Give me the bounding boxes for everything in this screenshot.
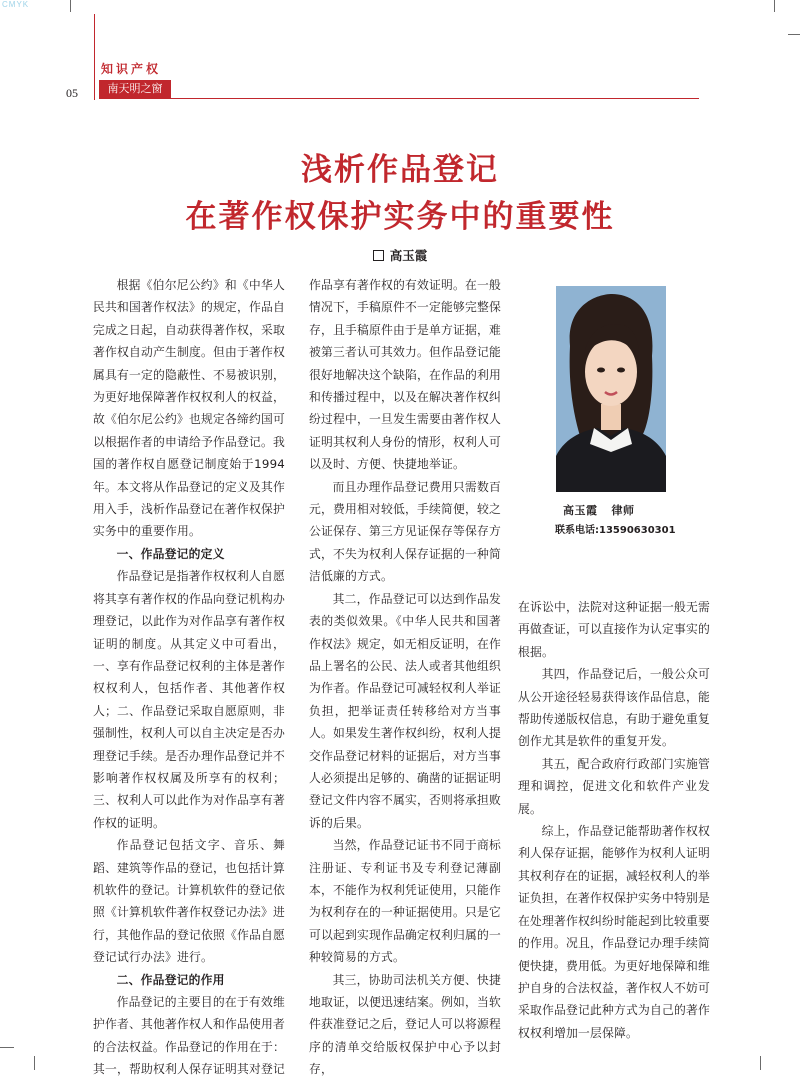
body-paragraph: 其二，作品登记可以达到作品发表的类似效果。《中华人民共和国著作权法》规定，如无相反证明，在作品上署名的公民、法人或者其他组织为作者。作品登记可减轻权利人举证负担，把举证责任转移给对方当事人。如果发生著作权纠纷，权利人提交作品登记材料的证据后，对方当事人必须提出足够的、确凿的证据证明登记文件内容不属实，否则将承担败诉的后果。 [309,591,501,830]
author-name: 高玉霞 [389,248,428,263]
body-paragraph: 其一，帮助权利人保存证明其对登记 [93,1062,285,1077]
article-column-2 [309,274,501,1081]
body-paragraph: 作品登记是指著作权权利人自愿将其享有著作权的作品向登记机构办理登记，以此作为对作品享有著作权证明的制度。从其定义中可看出，一、享有作品登记权利的主体是著作权权利人，包括作者、其他著作权人；二、作品登记采取自愿原则，非强制性，权利人可以自主决定是否办理登记手续。是否办理作品登记并不影响著作权权属及所享有的权利；三、权利人可以此作为对作品享有著作权的证明。 [93,569,285,830]
article-column-3 [518,596,710,1044]
square-bullet-icon [373,250,384,261]
crop-mark-right-top [788,34,800,35]
body-paragraph: 作品登记的主要目的在于有效维护作者、其他著作权人和作品使用者的合法权益。作品登记的作用在于： [93,995,285,1054]
author-byline [0,246,800,264]
section-heading: 二、作品登记的作用 [116,972,225,987]
body-paragraph: 当然，作品登记证书不同于商标注册证、专利证书及专利登记薄副本，不能作为权利凭证使用，只能作为权利存在的一种证据使用。只是它可以起到实现作品确定权利归属的一种较简易的方式。 [309,838,501,965]
header-vertical-rule [94,14,95,100]
crop-mark-left-bottom [0,1047,14,1048]
crop-mark-bottom-left [34,1056,35,1070]
crop-mark-top-right [774,0,775,12]
body-paragraph: 作品登记包括文字、音乐、舞蹈、建筑等作品的登记，也包括计算机软件的登记。计算机软件的登记依照《计算机软件著作权登记办法》进行，其他作品的登记依照《作品自愿登记试行办法》进行。 [93,838,285,965]
article-title-line-1: 浅析作品登记 [301,152,499,188]
column-tag: 南天明之窗 [99,80,171,98]
body-paragraph: 根据《伯尔尼公约》和《中华人民共和国著作权法》的规定，作品自完成之日起，自动获得著作权，采取著作权自动产生制度。但由于著作权属具有一定的隐蔽性、不易被识别，为更好地保障著作权权利人的权益，故《伯尔尼公约》也规定各缔约国可以根据作者的申请给予作品登记。我国的著作权自愿登记制度始于1994年。本文将从作品登记的定义及其作用入手，浅析作品登记在著作权保护实务中的重要作用。 [93,278,285,539]
body-paragraph: 其四，作品登记后，一般公众可从公开途径轻易获得该作品信息，能帮助传递版权信息，有助于避免重复创作尤其是软件的重复开发。 [518,667,710,749]
author-photo [556,286,666,492]
author-portrait-image [556,286,666,492]
article-column-1 [93,274,285,1081]
section-label: 知识产权 [101,62,162,76]
author-phone: 联系电话:13590630301 [555,525,676,536]
crop-mark-top-left [70,0,71,12]
body-paragraph: 在诉讼中，法院对这种证据一般无需再做查证，可以直接作为认定事实的根据。 [518,600,710,659]
article-title-line-2: 在著作权保护实务中的重要性 [185,199,615,235]
crop-mark-bottom-right [760,1056,761,1070]
header-divider [99,98,699,99]
section-heading: 一、作品登记的定义 [116,546,225,561]
body-paragraph: 而且办理作品登记费用只需数百元，费用相对较低，手续简便，较之公证保存、第三方见证保存等保存方式，不失为权利人保存证据的一种简洁低廉的方式。 [309,479,501,584]
body-paragraph: 其五，配合政府行政部门实施管理和调控，促进文化和软件产业发展。 [518,756,710,816]
body-paragraph: 综上，作品登记能帮助著作权权利人保存证据，能够作为权利人证明其权利存在的证据，减轻权利人的举证负担，在著作权保护实务中特别是在处理著作权纠纷时能起到比较重要的作用。况且，作品登记办理手续简便快捷，费用低。为更好地保障和维护自身的合法权益，著作权人不妨可采取作品登记此种方式为自己的著作权权利增加一层保障。 [518,824,710,1040]
author-caption-name: 高玉霞 [563,504,598,517]
cmyk-registration-mark: CMYK [2,0,30,9]
body-paragraph: 作品享有著作权的有效证明。在一般情况下，手稿原件不一定能够完整保存，且手稿原件由于是单方证据，难被第三者认可其效力。但作品登记能很好地解决这个缺陷，在作品的利用和传播过程中，以及在解决著作权纠纷过程中，一旦发生需要由著作权人证明其权利人身份的情形，权利人可以及时、方便、快捷地举证。 [309,278,501,472]
page-number: 05 [66,86,78,100]
author-name-caption [563,502,635,518]
author-caption-role: 律师 [611,504,635,517]
body-paragraph: 其三，协助司法机关方便、快捷地取证，以便迅速结案。例如，当软件获准登记之后，登记人可以将源程序的清单交给版权保护中心予以封存， [309,972,501,1077]
